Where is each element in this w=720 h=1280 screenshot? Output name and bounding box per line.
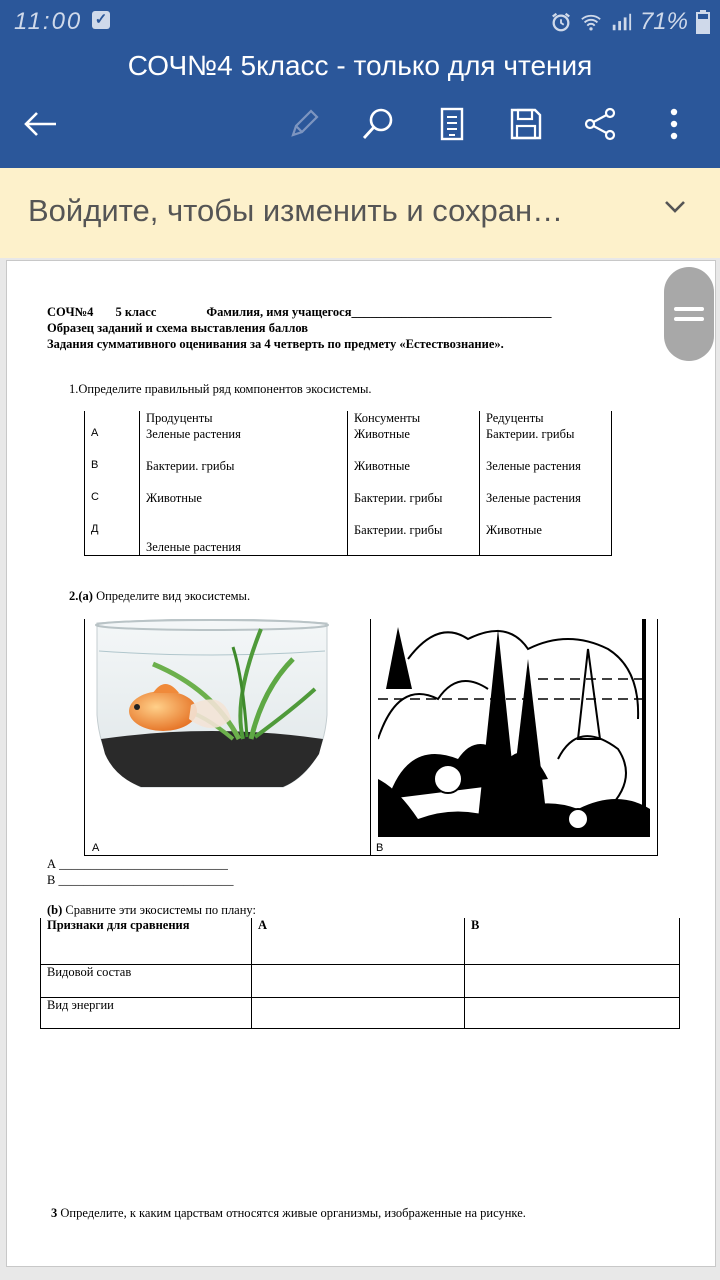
header-soch: СОЧ№4 (47, 305, 94, 319)
more-options-button[interactable] (652, 102, 696, 146)
aquarium-image (93, 619, 331, 791)
forest-image (378, 619, 650, 837)
table-cell: В (85, 459, 140, 491)
document-page (6, 260, 716, 1267)
table-row (85, 523, 612, 556)
app-title-bar (0, 44, 720, 168)
back-arrow-icon (22, 109, 58, 139)
header-line-3: Задания суммативного оценивания за 4 четверть по предмету «Естествознание». (47, 337, 504, 351)
alarm-icon (550, 11, 572, 33)
question-2b-text (47, 903, 256, 918)
header-line-2: Образец заданий и схема выставления баллов (47, 321, 309, 335)
header-class: 5 класс (115, 305, 157, 319)
sign-in-banner-text: Войдите, чтобы изменить и сохран… (28, 193, 564, 228)
save-button[interactable] (504, 102, 548, 146)
question-2b-number: (b) (47, 903, 63, 917)
table-row (85, 427, 612, 459)
table-cell: Зеленые растения (480, 459, 612, 491)
table-cell: Животные (348, 459, 480, 491)
table-header-cell: Признаки для сравнения (41, 918, 252, 965)
image-a-label: А (92, 842, 100, 854)
back-button[interactable] (18, 102, 62, 146)
share-button[interactable] (578, 102, 622, 146)
ecosystem-images-box (84, 619, 658, 856)
image-divider (370, 619, 371, 855)
table-cell (465, 965, 680, 998)
scroll-handle-grip-line (674, 317, 704, 321)
table-cell: Зеленые растения (480, 491, 612, 523)
question-3-number: 3 (51, 1206, 58, 1220)
battery-percent: 71% (639, 8, 688, 35)
check-notification-icon: ✓ (92, 11, 110, 29)
table-header-cell: Редуценты (480, 411, 612, 427)
scroll-handle-grip-line (674, 307, 704, 311)
wifi-icon (580, 11, 602, 33)
status-time: 11:00 (14, 8, 83, 35)
table-header-cell: Продуценты (140, 411, 348, 427)
table-cell: Животные (480, 523, 612, 556)
answer-line-b: В ____________________________ (47, 873, 234, 887)
question-3-text (51, 1206, 526, 1221)
question-2a-text (69, 589, 250, 604)
table-cell (252, 998, 465, 1029)
chevron-down-icon[interactable] (664, 200, 686, 214)
table-cell: А (85, 427, 140, 459)
table-cell: Животные (140, 491, 348, 523)
table-cell: Зеленые растения (140, 523, 348, 556)
header-line-1 (47, 304, 552, 320)
search-icon (360, 106, 396, 142)
table-header-cell: Консументы (348, 411, 480, 427)
status-bar (0, 0, 720, 44)
table-header-cell: А (252, 918, 465, 965)
save-icon (509, 107, 543, 141)
table-cell: Видовой состав (41, 965, 252, 998)
answer-line-a: А ___________________________ (47, 857, 228, 871)
table-cell (465, 998, 680, 1029)
document-title: СОЧ№4 5класс - только для чтения (127, 50, 593, 81)
question-2b-prompt: Сравните эти экосистемы по плану: (65, 903, 256, 917)
table-cell: Бактерии. грибы (348, 491, 480, 523)
more-options-icon (669, 107, 679, 141)
edit-button[interactable] (282, 102, 326, 146)
table-header-cell (85, 411, 140, 427)
scroll-handle[interactable] (664, 267, 714, 361)
table-header-row (85, 411, 612, 427)
reading-view-button[interactable] (430, 102, 474, 146)
image-b-label: В (376, 842, 384, 854)
share-icon (583, 107, 617, 141)
table-cell: С (85, 491, 140, 523)
table-cell: Бактерии. грибы (480, 427, 612, 459)
table-row (41, 998, 680, 1029)
question-2a-prompt: Определите вид экосистемы. (96, 589, 251, 603)
table-cell: Бактерии. грибы (348, 523, 480, 556)
question-2a-number: 2.(а) (69, 589, 93, 603)
table-row (41, 965, 680, 998)
document-header (47, 304, 552, 352)
table-cell: Зеленые растения (140, 427, 348, 459)
search-button[interactable] (356, 102, 400, 146)
question-3-prompt: Определите, к каким царствам относятся живые организмы, изображенные на рисунке. (60, 1206, 526, 1220)
signal-icon (610, 11, 632, 33)
sign-in-banner[interactable] (0, 168, 720, 258)
edit-pencil-icon (287, 107, 321, 141)
battery-icon (696, 10, 710, 34)
table-cell (252, 965, 465, 998)
header-student-name: Фамилия, имя учащегося________________________________ (206, 305, 552, 319)
status-right-group (550, 8, 710, 36)
reading-view-icon (439, 107, 465, 141)
ecosystem-components-table (84, 411, 612, 556)
question-1-text: 1.Определите правильный ряд компонентов экосистемы. (69, 382, 372, 396)
comparison-table (40, 918, 680, 1029)
table-cell: Вид энергии (41, 998, 252, 1029)
table-header-row (41, 918, 680, 965)
table-row (85, 459, 612, 491)
table-cell: Животные (348, 427, 480, 459)
toolbar (0, 102, 720, 152)
table-cell: Д (85, 523, 140, 556)
table-row (85, 491, 612, 523)
table-header-cell: В (465, 918, 680, 965)
table-cell: Бактерии. грибы (140, 459, 348, 491)
